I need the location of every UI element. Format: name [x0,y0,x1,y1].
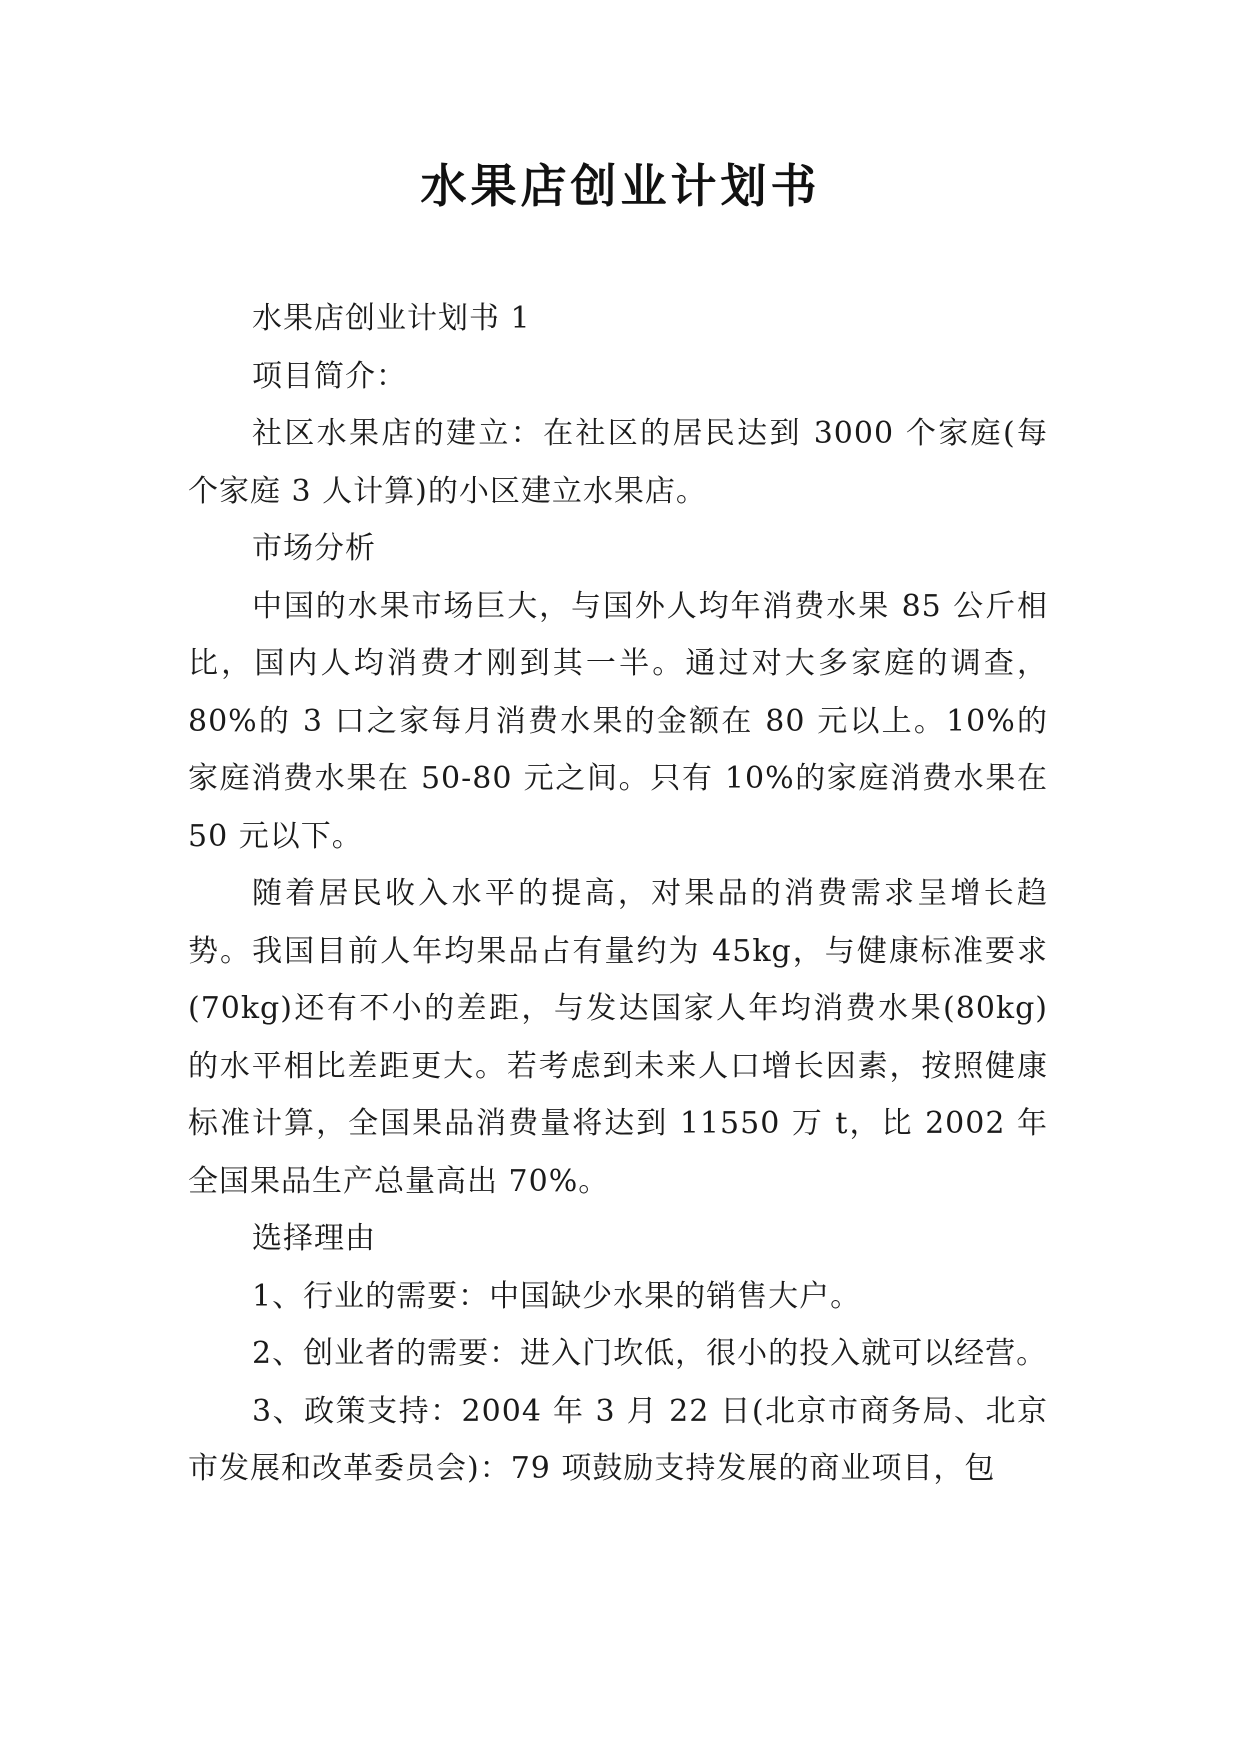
paragraph-market-analysis-1: 中国的水果市场巨大，与国外人均年消费水果 85 公斤相比，国内人均消费才刚到其一半。通过对大多家庭的调查，80%的 3 口之家每月消费水果的金额在 80 元以上。10%的家庭消费水果在 50-80 元之间。只有 10%的家庭消费水果在 50 元以下。 [188,588,1048,854]
paragraph-project-intro: 社区水果店的建立：在社区的居民达到 3000 个家庭(每个家庭 3 人计算)的小区建立水果店。 [188,416,1048,509]
paragraph-project-intro-heading: 项目简介： [252,358,407,394]
paragraph-reasons-heading: 选择理由 [252,1221,376,1256]
document-title: 水果店创业计划书 [420,159,821,213]
document-body [188,290,1048,1498]
paragraph-market-analysis-heading: 市场分析 [252,531,376,566]
paragraph-reason-2: 2、创业者的需要：进入门坎低，很小的投入就可以经营。 [252,1336,1048,1371]
paragraph-reason-3: 3、政策支持：2004 年 3 月 22 日(北京市商务局、北京市发展和改革委员会)：79 项鼓励支持发展的商业项目，包 [188,1393,1048,1486]
paragraph-reason-1: 1、行业的需要：中国缺少水果的销售大户。 [252,1278,862,1314]
paragraph-market-analysis-2: 随着居民收入水平的提高，对果品的消费需求呈增长趋势。我国目前人年均果品占有量约为 45kg，与健康标准要求(70kg)还有不小的差距，与发达国家人年均消费水果(80kg)的水平相比差距更大。若考虑到未来人口增长因素，按照健康标准计算，全国果品消费量将达到 11550 万 t，比 2002 年全国果品生产总量高出 70%。 [188,876,1048,1199]
paragraph-section-heading: 水果店创业计划书 1 [252,301,531,336]
